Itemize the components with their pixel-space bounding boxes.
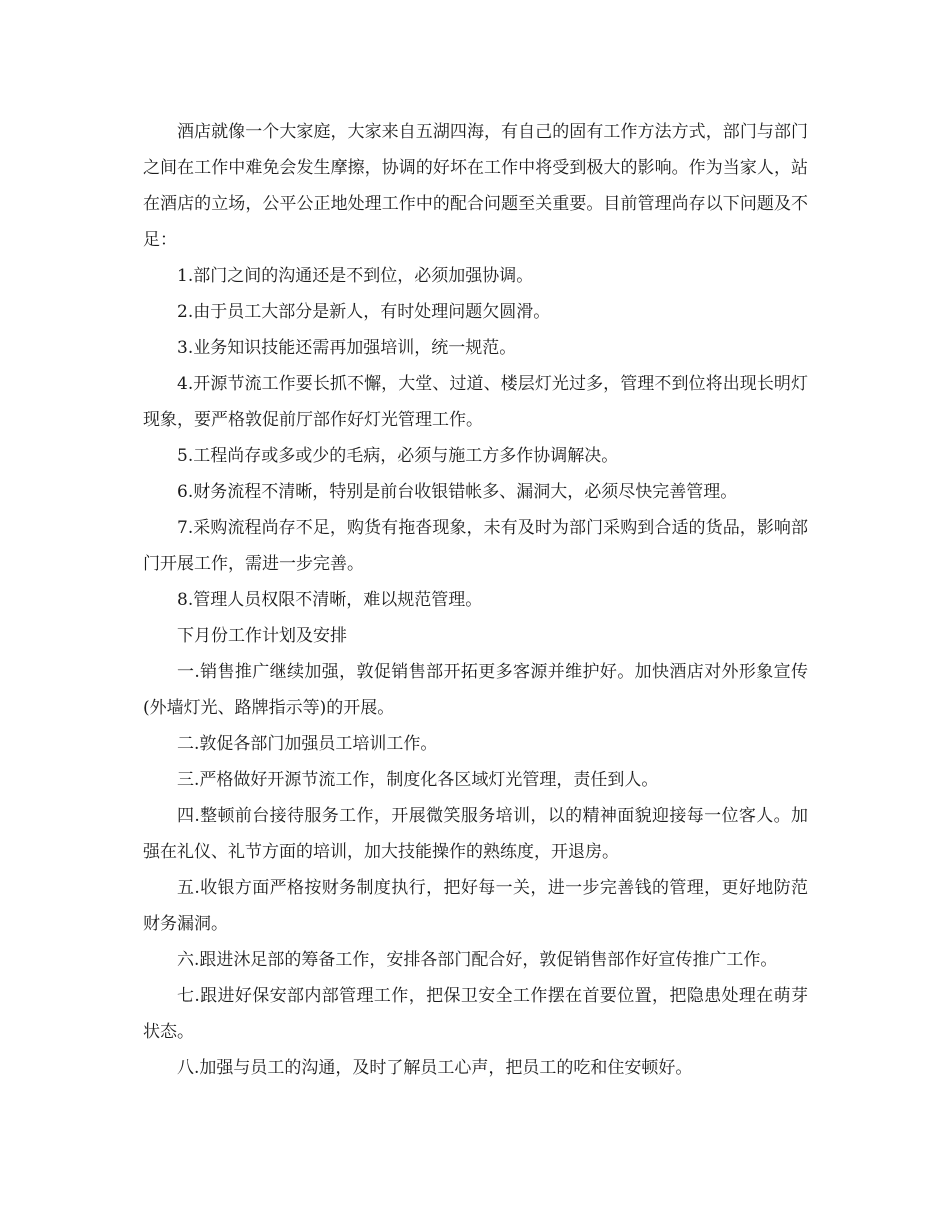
issue-item-5: 5.工程尚存或多或少的毛病，必须与施工方多作协调解决。 (177, 446, 619, 466)
plan-item-4: 四.整顿前台接待服务工作，开展微笑服务培训，以的精神面貌迎接每一位客人。加强在礼仪、礼节方面的培训，加大技能操作的熟练度，开退房。 (143, 806, 808, 862)
issue-item-6: 6.财务流程不清晰，特别是前台收银错帐多、漏洞大，必须尽快完善管理。 (177, 482, 738, 502)
plan-item-8: 八.加强与员工的沟通，及时了解员工心声，把员工的吃和住安顿好。 (177, 1058, 693, 1078)
issue-item-8: 8.管理人员权限不清晰，难以规范管理。 (177, 590, 483, 610)
plan-item-5: 五.收银方面严格按财务制度执行，把好每一关，进一步完善钱的管理，更好地防范财务漏洞。 (143, 878, 808, 934)
issue-item-7: 7.采购流程尚存不足，购货有拖沓现象，未有及时为部门采购到合适的货品，影响部门开展工作，需进一步完善。 (143, 518, 808, 574)
plan-item-7: 七.跟进好保安部内部管理工作，把保卫安全工作摆在首要位置，把隐患处理在萌芽状态。 (143, 986, 808, 1042)
plan-item-6: 六.跟进沐足部的筹备工作，安排各部门配合好，敦促销售部作好宣传推广工作。 (177, 950, 778, 970)
issue-item-2: 2.由于员工大部分是新人，有时处理问题欠圆滑。 (177, 302, 551, 322)
plan-item-3: 三.严格做好开源节流工作，制度化各区域灯光管理，责任到人。 (177, 770, 659, 790)
plan-item-2: 二.敦促各部门加强员工培训工作。 (177, 734, 438, 754)
issue-item-4: 4.开源节流工作要长抓不懈，大堂、过道、楼层灯光过多，管理不到位将出现长明灯现象，要严格敦促前厅部作好灯光管理工作。 (143, 374, 808, 430)
issue-item-1: 1.部门之间的沟通还是不到位，必须加强协调。 (177, 266, 534, 286)
document-body (143, 114, 808, 1086)
plan-item-1: 一.销售推广继续加强，敦促销售部开拓更多客源并维护好。加快酒店对外形象宣传(外墙灯光、路牌指示等)的开展。 (143, 662, 808, 718)
section-heading-next-month-plan: 下月份工作计划及安排 (177, 626, 347, 646)
paragraph-intro: 酒店就像一个大家庭，大家来自五湖四海，有自己的固有工作方法方式，部门与部门之间在工作中难免会发生摩擦，协调的好坏在工作中将受到极大的影响。作为当家人，站在酒店的立场，公平公正地处理工作中的配合问题至关重要。目前管理尚存以下问题及不足： (143, 122, 808, 250)
issue-item-3: 3.业务知识技能还需再加强培训，统一规范。 (177, 338, 517, 358)
